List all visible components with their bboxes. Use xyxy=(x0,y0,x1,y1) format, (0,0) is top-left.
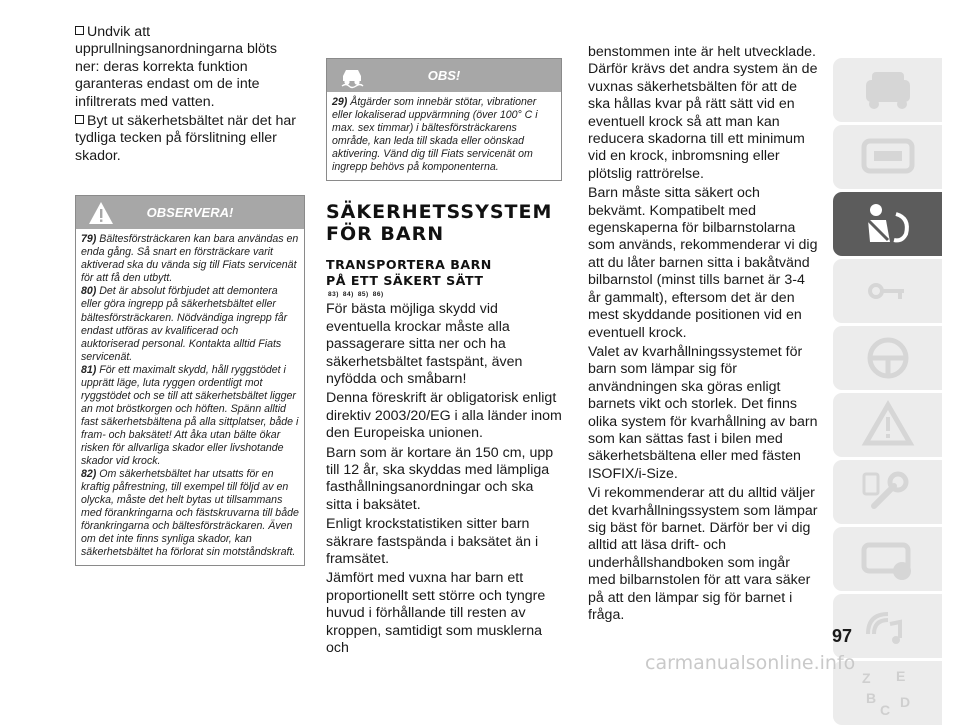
svg-text:B: B xyxy=(865,690,876,706)
section-title-line-2: FÖR BARN xyxy=(326,223,445,246)
warning-notes xyxy=(76,229,304,565)
paragraph: Barn som är kortare än 150 cm, upp till 12 år, ska skyddas med lämpliga fasthållningsanordningar och ska sitta i baksätet. xyxy=(326,444,554,513)
tab-dashboard[interactable] xyxy=(833,125,942,189)
tab-safety[interactable] xyxy=(833,192,942,256)
note-item: 79) Bältesförsträckaren kan bara användas en enda gång. Så snart en försträckare varit aktiverad ska du vända sig till Fiats servicenät för att få den utbytt. xyxy=(81,233,299,285)
obs-title: OBS! xyxy=(427,68,461,83)
square-bullet-icon xyxy=(75,26,84,35)
section-heading xyxy=(326,201,562,245)
svg-text:C: C xyxy=(879,702,890,718)
svg-text:Z: Z xyxy=(861,670,871,686)
warning-header xyxy=(76,196,304,229)
svg-text:E: E xyxy=(895,668,905,684)
car-info-icon xyxy=(856,64,920,116)
tab-maintenance[interactable] xyxy=(833,460,942,524)
paragraph: Valet av kvarhållningssystemet för barn som lämpar sig för användningen ska göras enligt barnets vikt och storlek. Det finns olika system för kvarhållning av barn som kan sättas fast i bilen med säkerhetsbältena eller med fästen ISOFIX/i-Size. xyxy=(588,343,818,482)
paragraph: Vi rekommenderar att du alltid väljer det kvarhållningssystem som lämpar sig bäst för barnet. Därför ber vi dig alltid att läsa drift- och underhållshandboken som ingår med bilbarnstolen för att vara säker på att den lämpar sig för barnet i fråga. xyxy=(588,485,818,623)
multimedia-icon xyxy=(856,600,920,652)
tab-starting[interactable] xyxy=(833,259,942,323)
bullet-item: Undvik att upprullningsanordningarna blöts ner: deras korrekta funktion garanteras endast om de inte infiltrerats med vatten. xyxy=(75,24,277,110)
tab-driving[interactable] xyxy=(833,326,942,390)
warning-box xyxy=(75,195,305,566)
left-column xyxy=(75,24,305,566)
dashboard-icon xyxy=(856,131,920,183)
paragraph: För bästa möjliga skydd vid eventuella krockar måste alla passagerare sitta ner och ha säkerhetsbältet fastspänt, även nyfödda och småbarn! xyxy=(326,301,523,387)
wrench-maintenance-icon xyxy=(856,466,920,518)
square-bullet-icon xyxy=(75,115,84,124)
car-skid-icon xyxy=(339,63,365,89)
note-item: 29) Åtgärder som innebär stötar, vibrationer eller lokaliserad uppvärmning (över 100° C i max. sex timmar) i bältesförsträckarens område, kan leda till skada eller oönskad aktivering. Vänd dig till Fiats servicenät om ingrepp behövs på komponenterna. xyxy=(332,96,538,174)
obs-header xyxy=(327,59,561,92)
index-icon xyxy=(856,667,920,719)
watermark: carmanualsonline.info xyxy=(645,652,856,674)
svg-text:D: D xyxy=(899,694,910,710)
key-starting-icon xyxy=(856,265,920,317)
bullet-item: Byt ut säkerhetsbältet när det har tydliga tecken på förslitning eller skador. xyxy=(75,113,296,164)
section-title-line-1: SÄKERHETSSYSTEM xyxy=(326,201,553,224)
tab-emergency[interactable] xyxy=(833,393,942,457)
subsection-heading xyxy=(326,257,562,289)
subtitle-line-1: TRANSPORTERA BARN xyxy=(326,257,492,273)
middle-column xyxy=(326,58,562,657)
warning-title: OBSERVERA! xyxy=(146,205,234,221)
reference-numbers: 83) 84) 85) 86) xyxy=(328,291,384,299)
right-column xyxy=(588,44,820,624)
seatbelt-safety-icon xyxy=(856,198,920,250)
paragraph: benstommen inte är helt utvecklade. Därför krävs det andra system än de vuxnas säkerhetsbälten för att de ska hållas kvar på rätt sätt vid en eventuell krock så att man kan reducera skadorna till ett minimum vid en krock, inbromsning eller plötslig rattrörelse. xyxy=(588,44,818,182)
paragraph: Denna föreskrift är obligatorisk enligt direktiv 2003/20/EG i alla länder inom den Europeiska unionen. xyxy=(326,390,562,442)
note-item: 81) För ett maximalt skydd, håll ryggstödet i upprätt läge, luta ryggen ordentligt mot ryggstödet och se till att säkerhetsbältet ligger an mot bröstkorgen och höften. Spänn alltid fast säkerhetsbältena på alla sittplatser, både i fram- och baksätet! Att åka utan bälte ökar risken för allvarliga skador eller livshotande skador vid krock. xyxy=(81,363,299,468)
technical-data-icon xyxy=(856,533,920,585)
warning-road-icon xyxy=(856,399,920,451)
paragraph: Jämfört med vuxna har barn ett proportionellt sett större och tyngre huvud i förhållande till resten av kroppen, samtidigt som musklerna och xyxy=(326,570,546,656)
note-item: 80) Det är absolut förbjudet att demontera eller göra ingrepp på säkerhetsbältet eller bältesförsträckaren. Nödvändiga ingrepp får endast utföras av kvalificerad och auktoriserad personal. Kontakta alltid Fiats servicenät. xyxy=(81,285,288,363)
subtitle-line-2: PÅ ETT SÄKERT SÄTT xyxy=(326,273,484,289)
obs-notes xyxy=(327,92,561,180)
paragraph: Barn måste sitta säkert och bekvämt. Kompatibelt med egenskaperna för bilbarnstolarna som används, rekommenderar vi dig att du låter barnen sitta i bakåtvänd bilbarnstol (minst tills barnet är 3-4 år gammalt), eftersom det är den mest skyddande positionen vid en eventuell krock. xyxy=(588,185,818,341)
tab-technical-data[interactable] xyxy=(833,527,942,591)
note-item: 82) Om säkerhetsbältet har utsatts för en kraftig påfrestning, till exempel till följd av en olycka, måste det helt bytas ut tillsammans med förankringarna och fästskruvarna till både förankringarna och bältesförsträckaren. Även om det inte finns synliga skador, kan säkerhetsbältet ha förlorat sin motståndskraft. xyxy=(81,468,299,559)
obs-box xyxy=(326,58,562,181)
steering-wheel-icon xyxy=(856,332,920,384)
warning-triangle-icon xyxy=(88,200,114,226)
tab-car-info[interactable] xyxy=(833,58,942,122)
paragraph: Enligt krockstatistiken sitter barn säkrare fastspända i baksätet än i framsätet. xyxy=(326,516,539,567)
page-number: 97 xyxy=(832,626,853,646)
